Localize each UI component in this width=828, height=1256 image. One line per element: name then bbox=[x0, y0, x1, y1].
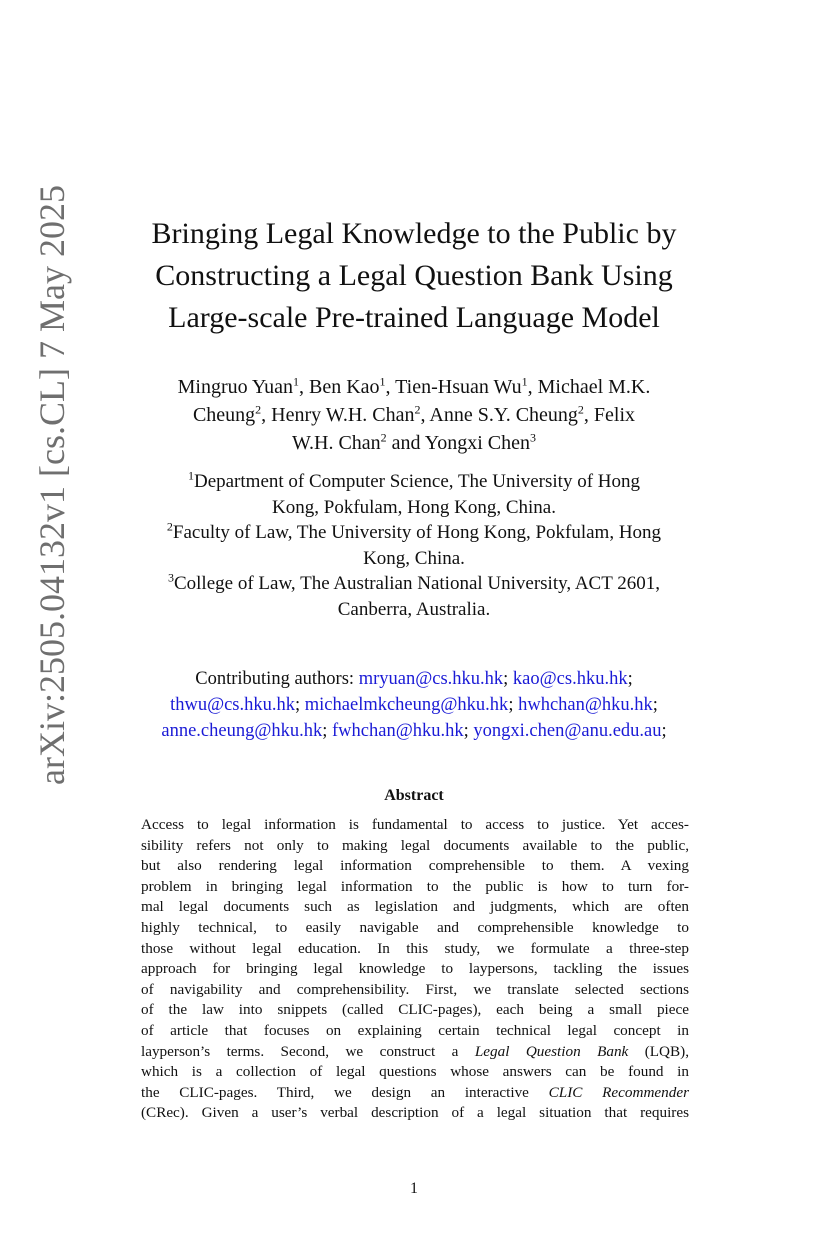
contrib-line: thwu@cs.hku.hk; michaelmkcheung@hku.hk; hwhchan@hku.hk; bbox=[170, 695, 658, 715]
abstract-body bbox=[141, 815, 689, 1124]
abstract-line: Access to legal information is fundamental to access to justice. Yet acces- bbox=[141, 816, 689, 833]
email-link[interactable]: hwhchan@hku.hk bbox=[518, 695, 653, 715]
abstract-line: those without legal education. In this study, we formulate a three-step bbox=[141, 939, 689, 957]
arxiv-identifier bbox=[32, 160, 72, 810]
contrib-line: Contributing authors: mryuan@cs.hku.hk; kao@cs.hku.hk; bbox=[195, 669, 633, 689]
abstract-heading: Abstract bbox=[384, 787, 444, 804]
affiliation bbox=[90, 571, 738, 623]
paper-title bbox=[100, 213, 728, 339]
abstract-line: mal legal documents such as legislation and judgments, which are often bbox=[141, 898, 689, 916]
affiliation-line bbox=[90, 469, 738, 495]
title-line: Constructing a Legal Question Bank Using bbox=[155, 259, 673, 292]
abstract-line: highly technical, to easily navigable and comprehensible knowledge to bbox=[141, 918, 689, 936]
email-link[interactable]: fwhchan@hku.hk bbox=[332, 721, 464, 741]
abstract-line: of article that focuses on explaining certain technical legal concept in bbox=[141, 1021, 689, 1039]
author-name: W.H. Chan bbox=[291, 432, 381, 454]
page-number: 1 bbox=[410, 1180, 418, 1197]
author-name: Cheung bbox=[192, 404, 256, 426]
abstract-line: but also rendering legal information comprehensible to them. A vexing bbox=[141, 857, 689, 875]
affiliation-line: Kong, China. bbox=[363, 548, 465, 569]
title-line: Bringing Legal Knowledge to the Public by bbox=[151, 217, 677, 250]
contributing-authors bbox=[90, 666, 738, 744]
contributing-label: Contributing authors: bbox=[195, 669, 355, 689]
author-name: , Anne S.Y. Cheung bbox=[420, 404, 578, 426]
affiliation-mark: 2 bbox=[414, 402, 421, 417]
affiliation-mark: 2 bbox=[255, 402, 262, 417]
email-link[interactable]: anne.cheung@hku.hk bbox=[161, 721, 323, 741]
abstract-emphasis: Legal Question Bank bbox=[474, 1042, 629, 1060]
author-name: , Felix bbox=[583, 404, 636, 426]
abstract-text: layperson’s terms. Second, we construct a bbox=[141, 1042, 475, 1060]
affiliation-mark: 2 bbox=[577, 402, 584, 417]
author-name: , Tien-Hsuan Wu bbox=[385, 376, 522, 398]
author-line bbox=[90, 373, 738, 401]
email-link[interactable]: mryuan@cs.hku.hk bbox=[358, 669, 504, 689]
affiliation-mark: 1 bbox=[521, 374, 528, 389]
contrib-line: anne.cheung@hku.hk; fwhchan@hku.hk; yongxi.chen@anu.edu.au; bbox=[161, 721, 667, 741]
affiliation-line: Kong, Pokfulam, Hong Kong, China. bbox=[272, 497, 556, 518]
abstract-line: of the law into snippets (called CLIC-pages), each being a small piece bbox=[141, 1001, 689, 1019]
abstract-line: which is a collection of legal questions whose answers can be found in bbox=[141, 1063, 689, 1081]
author-line bbox=[90, 429, 738, 457]
author-name: , Henry W.H. Chan bbox=[261, 404, 415, 426]
affiliation-number: 3 bbox=[167, 570, 174, 585]
email-link[interactable]: thwu@cs.hku.hk bbox=[170, 695, 296, 715]
abstract-line: problem in bringing legal information to the public is how to turn for- bbox=[141, 877, 689, 895]
affiliation-number: 2 bbox=[166, 519, 173, 534]
abstract-line: sibility refers not only to making legal documents available to the public, bbox=[141, 836, 689, 854]
affiliation-mark: 1 bbox=[379, 374, 386, 389]
abstract-line: approach for bringing legal knowledge to laypersons, tackling the issues bbox=[141, 960, 689, 978]
affiliation-mark: 3 bbox=[530, 430, 537, 445]
title-line: Large-scale Pre-trained Language Model bbox=[168, 301, 660, 334]
author-name: , Ben Kao bbox=[298, 376, 380, 398]
abstract-text: (LQB), bbox=[628, 1042, 689, 1060]
email-link[interactable]: michaelmkcheung@hku.hk bbox=[304, 695, 509, 715]
author-name: , Michael M.K. bbox=[527, 376, 651, 398]
affiliation bbox=[90, 469, 738, 521]
abstract-line bbox=[141, 1042, 689, 1063]
affiliation-line: Canberra, Australia. bbox=[337, 599, 491, 620]
abstract-line: (CRec). Given a user’s verbal description of a legal situation that requires bbox=[141, 1104, 689, 1122]
abstract-emphasis: CLIC Recommender bbox=[548, 1083, 689, 1101]
author-line bbox=[90, 401, 738, 429]
affiliation bbox=[90, 520, 738, 572]
author-name: Mingruo Yuan bbox=[177, 376, 293, 398]
affiliation-mark: 2 bbox=[380, 430, 387, 445]
abstract-text: the CLIC-pages. Third, we design an interactive bbox=[141, 1083, 549, 1101]
affiliation-text: Department of Computer Science, The University of Hong bbox=[193, 471, 641, 492]
arxiv-identifier-text: arXiv:2505.04132v1 [cs.CL] 7 May 2025 bbox=[32, 185, 72, 785]
author-list bbox=[90, 373, 738, 457]
affiliation-text: Faculty of Law, The University of Hong Kong, Pokfulam, Hong bbox=[172, 522, 662, 543]
affiliation-text: College of Law, The Australian National University, ACT 2601, bbox=[173, 573, 660, 594]
affiliation-line bbox=[90, 571, 738, 597]
abstract-line bbox=[141, 1083, 689, 1104]
affiliation-number: 1 bbox=[187, 468, 194, 483]
abstract-line: of navigability and comprehensibility. First, we translate selected sections bbox=[141, 980, 689, 998]
email-link[interactable]: kao@cs.hku.hk bbox=[512, 669, 628, 689]
author-name: and Yongxi Chen bbox=[386, 432, 531, 454]
affiliation-mark: 1 bbox=[292, 374, 299, 389]
email-link[interactable]: yongxi.chen@anu.edu.au bbox=[473, 721, 662, 741]
affiliation-line bbox=[90, 520, 738, 546]
